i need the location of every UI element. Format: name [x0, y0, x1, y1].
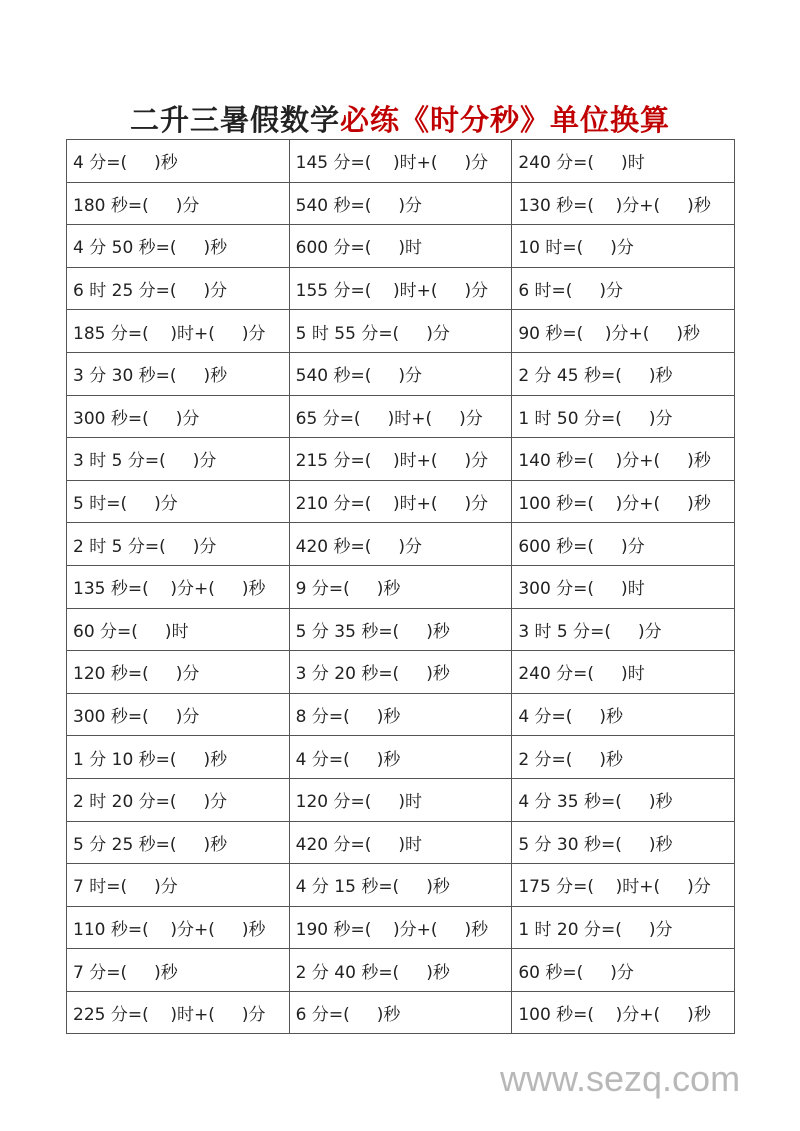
exercise-cell: 3 分 20 秒=( )秒 [289, 651, 512, 694]
exercise-cell: 540 秒=( )分 [289, 182, 512, 225]
title-black: 二升三暑假数学 [129, 103, 340, 137]
exercise-cell: 60 分=( )时 [67, 608, 290, 651]
exercise-cell: 4 分=( )秒 [512, 693, 735, 736]
exercise-cell: 1 时 50 分=( )分 [512, 395, 735, 438]
exercise-cell: 540 秒=( )分 [289, 352, 512, 395]
exercise-cell: 225 分=( )时+( )分 [67, 991, 290, 1034]
exercise-cell: 600 秒=( )分 [512, 523, 735, 566]
table-row [67, 864, 735, 907]
exercise-cell: 145 分=( )时+( )分 [289, 140, 512, 183]
exercise-cell: 100 秒=( )分+( )秒 [512, 480, 735, 523]
table-row [67, 651, 735, 694]
table-row [67, 267, 735, 310]
exercise-cell: 3 时 5 分=( )分 [67, 438, 290, 481]
exercise-cell: 175 分=( )时+( )分 [512, 864, 735, 907]
exercise-cell: 5 时=( )分 [67, 480, 290, 523]
exercise-cell: 130 秒=( )分+( )秒 [512, 182, 735, 225]
exercise-cell: 6 时=( )分 [512, 267, 735, 310]
table-row [67, 480, 735, 523]
exercise-cell: 1 时 20 分=( )分 [512, 906, 735, 949]
table-row [67, 821, 735, 864]
table-row [67, 310, 735, 353]
exercise-cell: 210 分=( )时+( )分 [289, 480, 512, 523]
watermark: www.sezq.com [500, 1058, 741, 1099]
table-row [67, 906, 735, 949]
exercise-cell: 5 分 25 秒=( )秒 [67, 821, 290, 864]
exercise-cell: 240 分=( )时 [512, 651, 735, 694]
exercise-cell: 7 时=( )分 [67, 864, 290, 907]
exercise-cell: 7 分=( )秒 [67, 949, 290, 992]
exercise-cell: 3 分 30 秒=( )秒 [67, 352, 290, 395]
table-row [67, 523, 735, 566]
table-row [67, 140, 735, 183]
exercise-cell: 110 秒=( )分+( )秒 [67, 906, 290, 949]
exercise-cell: 2 分 45 秒=( )秒 [512, 352, 735, 395]
table-row [67, 565, 735, 608]
exercise-cell: 180 秒=( )分 [67, 182, 290, 225]
exercise-cell: 140 秒=( )分+( )秒 [512, 438, 735, 481]
table-row [67, 438, 735, 481]
exercise-cell: 2 分 40 秒=( )秒 [289, 949, 512, 992]
exercise-cell: 120 分=( )时 [289, 778, 512, 821]
exercise-cell: 215 分=( )时+( )分 [289, 438, 512, 481]
exercise-cell: 240 分=( )时 [512, 140, 735, 183]
exercise-cell: 5 分 35 秒=( )秒 [289, 608, 512, 651]
exercise-cell: 1 分 10 秒=( )秒 [67, 736, 290, 779]
exercise-cell: 3 时 5 分=( )分 [512, 608, 735, 651]
table-row [67, 693, 735, 736]
table-row [67, 395, 735, 438]
table-row [67, 778, 735, 821]
exercise-cell: 155 分=( )时+( )分 [289, 267, 512, 310]
exercise-cell: 100 秒=( )分+( )秒 [512, 991, 735, 1034]
exercise-cell: 420 分=( )时 [289, 821, 512, 864]
exercise-cell: 2 时 5 分=( )分 [67, 523, 290, 566]
table-row [67, 736, 735, 779]
exercise-cell: 135 秒=( )分+( )秒 [67, 565, 290, 608]
title-red: 必练《时分秒》单位换算 [340, 103, 671, 137]
exercise-cell: 2 分=( )秒 [512, 736, 735, 779]
exercise-cell: 8 分=( )秒 [289, 693, 512, 736]
exercise-cell: 65 分=( )时+( )分 [289, 395, 512, 438]
exercise-cell: 4 分 35 秒=( )秒 [512, 778, 735, 821]
page-title [0, 98, 800, 139]
exercise-cell: 10 时=( )分 [512, 225, 735, 268]
table-row [67, 182, 735, 225]
exercise-cell: 300 分=( )时 [512, 565, 735, 608]
exercise-cell: 2 时 20 分=( )分 [67, 778, 290, 821]
exercise-cell: 185 分=( )时+( )分 [67, 310, 290, 353]
table-row [67, 991, 735, 1034]
exercise-cell: 300 秒=( )分 [67, 693, 290, 736]
exercise-cell: 60 秒=( )分 [512, 949, 735, 992]
table-row [67, 352, 735, 395]
exercise-cell: 9 分=( )秒 [289, 565, 512, 608]
table-row [67, 225, 735, 268]
exercise-table [66, 139, 735, 1034]
exercise-cell: 300 秒=( )分 [67, 395, 290, 438]
exercise-cell: 5 时 55 分=( )分 [289, 310, 512, 353]
exercise-cell: 4 分=( )秒 [67, 140, 290, 183]
exercise-cell: 4 分=( )秒 [289, 736, 512, 779]
exercise-cell: 6 分=( )秒 [289, 991, 512, 1034]
exercise-cell: 90 秒=( )分+( )秒 [512, 310, 735, 353]
exercise-cell: 4 分 15 秒=( )秒 [289, 864, 512, 907]
exercise-cell: 4 分 50 秒=( )秒 [67, 225, 290, 268]
table-row [67, 949, 735, 992]
table-row [67, 608, 735, 651]
exercise-cell: 420 秒=( )分 [289, 523, 512, 566]
exercise-cell: 190 秒=( )分+( )秒 [289, 906, 512, 949]
exercise-cell: 5 分 30 秒=( )秒 [512, 821, 735, 864]
exercise-cell: 120 秒=( )分 [67, 651, 290, 694]
exercise-cell: 6 时 25 分=( )分 [67, 267, 290, 310]
exercise-cell: 600 分=( )时 [289, 225, 512, 268]
